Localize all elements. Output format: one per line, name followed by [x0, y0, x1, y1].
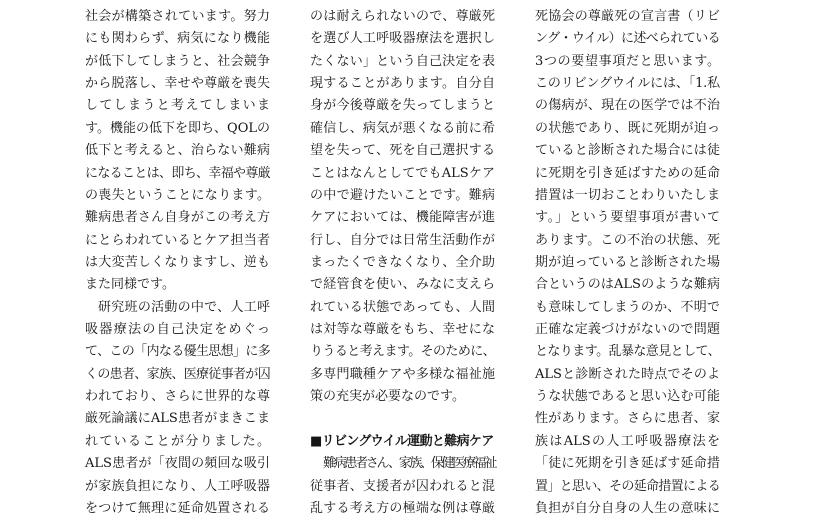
text-line: 行し、自分では日常生活動作が: [310, 232, 495, 248]
section-heading: ■リビングウイル運動と難病ケア: [310, 433, 494, 449]
text-line: われており、さらに世界的な尊: [85, 389, 270, 405]
paragraph: [535, 6, 720, 520]
text-line: 性があります。さらに患者、家: [535, 411, 720, 427]
text-line: て、この「内なる優生思想」に多: [85, 344, 270, 360]
text-line: の状態であり、既に死期が迫っ: [535, 120, 720, 136]
text-line: 3つの要望事項だと思います。: [535, 53, 720, 69]
text-line: あります。この不治の状態、死: [535, 232, 720, 248]
text-line: となります。乱暴な意見として、: [535, 344, 720, 360]
text-line: が低下してしまうと、社会競争: [85, 53, 270, 69]
text-line: 「徒に死期を引き延ばす延命措: [535, 456, 720, 472]
text-line: りうると考えます。そのために、: [310, 344, 495, 360]
text-line: 研究班の活動の中で、人工呼: [98, 299, 270, 315]
text-line: ケアにおいては、機能障害が進: [310, 210, 495, 226]
text-line: また同様です。: [85, 277, 175, 293]
text-line: ALSと診断された時点でそのよ: [535, 366, 720, 382]
text-line: の喪失ということになります。: [85, 187, 270, 203]
text-line: す。」という要望事項が書いて: [535, 210, 720, 226]
text-line: のは耐えられないので、尊厳死: [310, 9, 495, 24]
text-line: にも関わらず、病気になり機能: [85, 31, 270, 47]
text-column-3: [535, 6, 720, 520]
paragraph: [85, 6, 270, 297]
paragraph: [85, 297, 270, 521]
text-line: から脱落し、幸せや尊厳を喪失: [85, 76, 270, 92]
text-line: 期が迫っていると診断された場: [535, 254, 720, 270]
paragraph: [310, 453, 495, 520]
text-line: 合というのはALSのような難病: [535, 277, 720, 293]
text-line: うな状態であると思い込む可能: [535, 389, 720, 405]
text-line: 望を失って、死を自己選択する: [310, 143, 495, 159]
text-column-1: [85, 6, 270, 520]
text-line: になることは、即ち、幸福や尊厳: [85, 165, 270, 181]
text-line: が家族負担になり、人工呼吸器: [85, 478, 270, 494]
text-line: れている状態であっても、人間: [310, 299, 495, 315]
text-line: 難病患者さん、家族、保健医療福祉: [323, 456, 495, 472]
text-line: は大変苦しくなりますし、逆も: [85, 254, 270, 270]
text-line: の中で避けたいことです。難病: [310, 187, 495, 203]
text-line: 族はALSの人工呼吸器療法を: [535, 433, 720, 449]
text-line: 低下と考えると、治らない難病: [85, 143, 270, 159]
text-column-2: [310, 6, 495, 520]
text-line: 厳死論議にALS患者がまきこま: [85, 411, 270, 427]
text-line: 現することがあります。自分自: [310, 76, 495, 92]
text-line: ALS患者が「夜間の頻回な吸引: [85, 456, 270, 472]
text-line: す。機能の低下を即ち、QOLの: [85, 120, 270, 136]
text-line: 多専門職種ケアや多様な福祉施: [310, 366, 495, 382]
text-line: 従事者、支援者が囚われると混: [310, 478, 495, 494]
text-line: してしまうと考えてしまいま: [85, 98, 270, 114]
text-line: 吸器療法の自己決定をめぐっ: [85, 322, 270, 338]
text-line: ことはなんとしてでもALSケア: [310, 165, 495, 181]
text-line: で経管食を使い、みなに支えら: [310, 277, 495, 293]
text-line: ング・ウイル）に述べられている: [535, 31, 720, 47]
text-line: 死協会の尊厳死の宣言書（リビ: [535, 9, 720, 24]
text-line: くの患者、家族、医療従事者が囚: [85, 366, 270, 382]
text-line: 身が今後尊厳を失ってしまうと: [310, 98, 495, 114]
text-line: ていると診断された場合には徒: [535, 143, 720, 159]
text-line: 策の充実が必要なのです。: [310, 389, 465, 405]
text-line: を選び人工呼吸器療法を選択し: [310, 31, 495, 47]
text-line: れていることが分りました。: [85, 433, 270, 449]
text-line: に死期を引き延ばすための延命: [535, 165, 720, 181]
text-line: 確信し、病気が悪くなる前に希: [310, 120, 495, 136]
text-line: 正確な定義づけがないので問題: [535, 322, 720, 338]
text-line: も意味してしまうのか、不明で: [535, 299, 720, 315]
text-line: 社会が構築されています。努力: [85, 9, 270, 24]
text-line: 置」と思い、その延命措置による: [535, 478, 720, 494]
text-line: 難病患者さん自身がこの考え方: [85, 210, 270, 226]
paragraph: [310, 6, 495, 408]
text-line: 負担が自分自身の人生の意味に: [535, 500, 720, 516]
text-line: 乱する考え方の極端な例は尊厳: [310, 500, 495, 516]
text-line: は対等な尊厳をもち、幸せにな: [310, 322, 495, 338]
text-line: の傷病が、現在の医学では不治: [535, 98, 720, 114]
text-line: たくない」という自己決定を表: [310, 53, 495, 69]
text-line: 措置は一切おことわりいたしま: [535, 187, 720, 203]
text-line: このリビングウイルには、「1.私: [535, 76, 720, 92]
text-line: をつけて無理に延命処置される: [85, 500, 270, 516]
text-line: にとらわれているとケア担当者: [85, 232, 270, 248]
text-line: まったくできなくなり、全介助: [310, 254, 495, 270]
